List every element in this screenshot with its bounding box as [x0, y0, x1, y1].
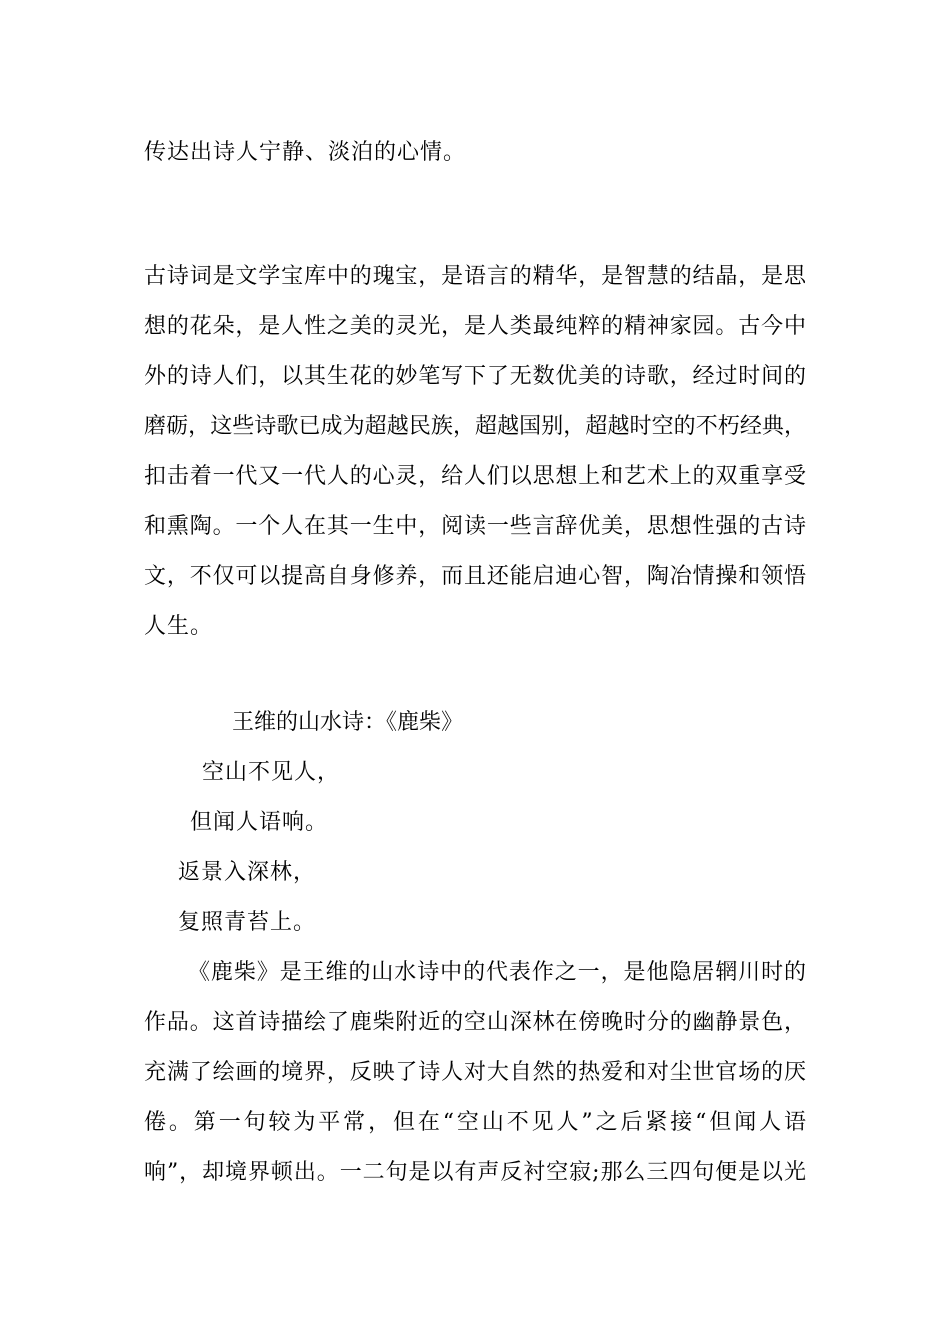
essay-line: 古诗词是文学宝库中的瑰宝，是语言的精华，是智慧的结晶，是思: [144, 264, 806, 289]
analysis-line: 《鹿柴》是王维的山水诗中的代表作之一，是他隐居辋川时的: [188, 960, 806, 985]
essay-line: 人生。: [144, 614, 214, 639]
essay-line: 外的诗人们，以其生花的妙笔写下了无数优美的诗歌，经过时间的: [144, 364, 806, 389]
analysis-line: 响”，却境界顿出。一二句是以有声反衬空寂;那么三四句便是以光: [144, 1160, 806, 1185]
analysis-line: 充满了绘画的境界，反映了诗人对大自然的热爱和对尘世官场的厌: [144, 1060, 806, 1085]
essay-line: 扣击着一代又一代人的心灵，给人们以思想上和艺术上的双重享受: [144, 464, 806, 489]
intro-line: 传达出诗人宁静、淡泊的心情。: [144, 140, 467, 165]
poem-line: 返景入深林，: [178, 860, 317, 885]
analysis-line: 作品。这首诗描绘了鹿柴附近的空山深林在傍晚时分的幽静景色，: [144, 1010, 806, 1035]
poem-line: 复照青苔上。: [178, 910, 317, 935]
poem-line: 但闻人语响。: [190, 810, 329, 835]
essay-line: 和熏陶。一个人在其一生中，阅读一些言辞优美，思想性强的古诗: [144, 514, 806, 539]
essay-line: 文，不仅可以提高自身修养，而且还能启迪心智，陶冶情操和领悟: [144, 564, 806, 589]
poem-title: 王维的山水诗：《鹿柴》: [232, 710, 464, 735]
analysis-line: 倦。第一句较为平常，但在“空山不见人”之后紧接“但闻人语: [144, 1110, 806, 1135]
poem-line: 空山不见人，: [202, 760, 341, 785]
essay-line: 想的花朵，是人性之美的灵光，是人类最纯粹的精神家园。古今中: [144, 314, 806, 339]
essay-line: 磨砺，这些诗歌已成为超越民族，超越国别，超越时空的不朽经典，: [144, 414, 806, 439]
